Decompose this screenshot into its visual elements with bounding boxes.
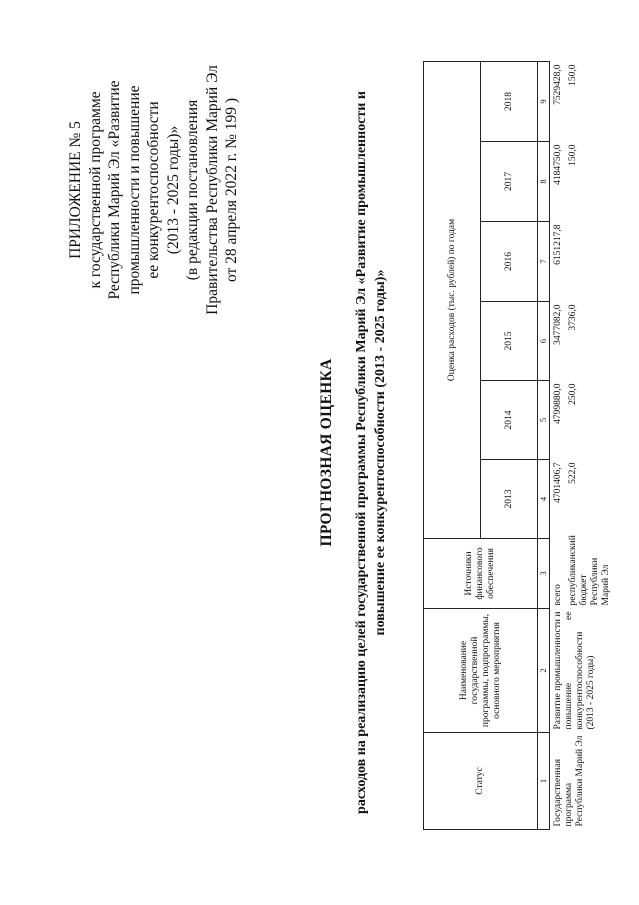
document-subtitle: расходов на реализацию целей государственной программы Республики Марий Эл «Развитие промышленности и повышение ее конкурентоспособности (2013 - 2025 годы)» bbox=[354, 91, 388, 814]
header-year: 2015 bbox=[481, 302, 538, 381]
appendix-line: ее конкурентоспособности bbox=[145, 101, 162, 279]
row-value bbox=[565, 222, 613, 302]
row-value: 4184750,0 bbox=[553, 144, 563, 185]
row-value: 522,0 bbox=[568, 462, 578, 484]
column-number: 2 bbox=[538, 609, 550, 733]
row-source: республиканский бюджет Республики Марий Эл bbox=[568, 535, 611, 606]
appendix-line: от 28 апреля 2022 г. № 199 ) bbox=[223, 97, 240, 283]
row-value: 150,0 bbox=[568, 64, 578, 86]
row-value: 250,0 bbox=[568, 383, 578, 405]
appendix-line: (2013 - 2025 годы)» bbox=[164, 125, 182, 255]
row-status: Государственная программа Республики Марий Эл bbox=[553, 735, 585, 827]
column-number: 1 bbox=[538, 733, 550, 830]
document-title: ПРОГНОЗНАЯ ОЦЕНКА bbox=[318, 358, 335, 547]
row-value: 3477082,0 bbox=[553, 304, 563, 345]
header-year: 2018 bbox=[481, 61, 538, 141]
row-name: Развитие промышленности и повышение ее конкурентоспособности (2013 - 2025 годы) bbox=[553, 611, 596, 730]
header-year: 2013 bbox=[481, 460, 538, 539]
expenditure-table bbox=[423, 61, 613, 830]
header-year: 2016 bbox=[481, 222, 538, 302]
row-value: 3736,0 bbox=[568, 304, 578, 331]
appendix-note bbox=[66, 40, 242, 340]
header-name: Наименование государственной программы, подпрограммы, основного мероприятия bbox=[424, 609, 538, 733]
row-value: 150,0 bbox=[568, 144, 578, 166]
column-number: 4 bbox=[538, 460, 550, 539]
header-year: 2017 bbox=[481, 142, 538, 222]
appendix-line: (в редакции постановления bbox=[184, 99, 201, 281]
column-number: 7 bbox=[538, 222, 550, 302]
appendix-line: ПРИЛОЖЕНИЕ № 5 bbox=[67, 121, 84, 259]
row-value: 4701406,7 bbox=[553, 462, 563, 503]
header-estimate: Оценка расходов (тыс. рублей) по годам bbox=[424, 61, 481, 538]
appendix-line: Республики Марий Эл «Развитие bbox=[106, 80, 123, 300]
header-source: Источники финансового обеспечения bbox=[424, 539, 538, 609]
appendix-line: Правительства Республики Марий Эл bbox=[203, 65, 221, 315]
header-status: Статус bbox=[424, 733, 538, 830]
column-number: 3 bbox=[538, 539, 550, 609]
column-number: 8 bbox=[538, 142, 550, 222]
header-year: 2014 bbox=[481, 381, 538, 460]
table-row bbox=[550, 61, 566, 829]
column-number: 5 bbox=[538, 381, 550, 460]
appendix-line: промышленности и повышение bbox=[125, 85, 143, 295]
row-value: 7529428,0 bbox=[553, 64, 563, 105]
row-value: 4799880,0 bbox=[553, 383, 563, 424]
column-number: 9 bbox=[538, 61, 550, 141]
row-source: всего bbox=[553, 584, 563, 606]
appendix-line: к государственной программе bbox=[86, 91, 104, 289]
column-number: 6 bbox=[538, 302, 550, 381]
row-value: 6151217,8 bbox=[553, 224, 563, 265]
